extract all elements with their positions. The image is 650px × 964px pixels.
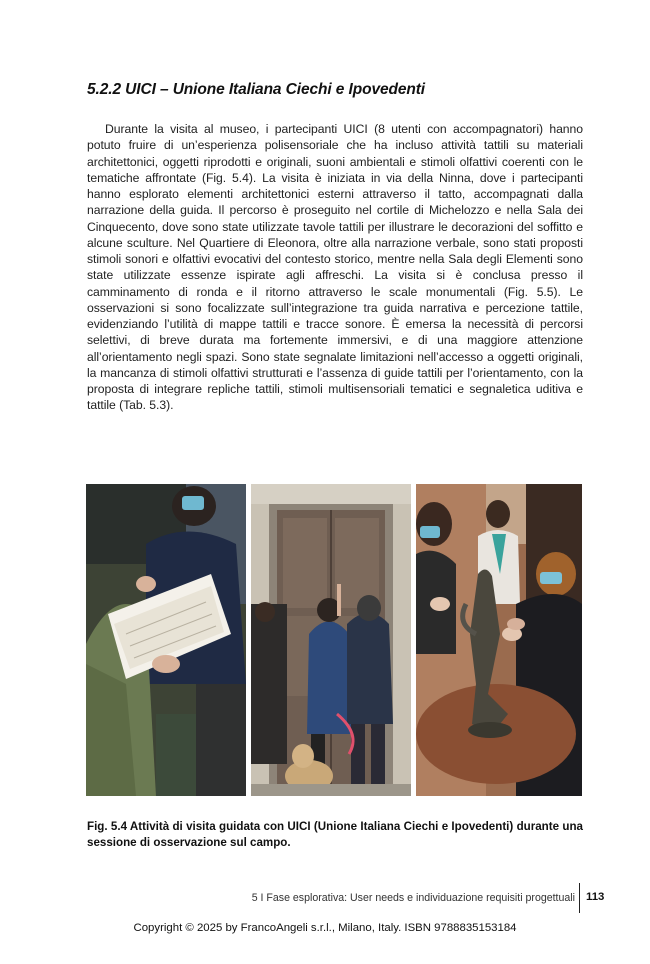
running-title: 5 I Fase esplorativa: User needs e individuazione requisiti progettuali (251, 892, 575, 904)
body-paragraph: Durante la visita al museo, i partecipanti UICI (8 utenti con accompagnatori) hanno potuto fruire di un’esperienza polisensoriale che ha incluso attività tattili su materiali architettonici, oggetti riprodotti e originali, suoni ambientali e stimoli olfattivi coerenti con le tematiche affrontate (Fig. 5.4). La visita è iniziata in via della Ninna, dove i partecipanti hanno esplorato elementi architettonici esterni attraverso il tatto, accompagnati dalla narrazione della guida. Il percorso è proseguito nel cortile di Michelozzo e nella Sala dei Cinquecento, dove sono state utilizzate tavole tattili per illustrare le decorazioni del soffitto e alcune sculture. Nel Quartiere di Eleonora, oltre alla narrazione verbale, sono stati proposti stimoli sonori e olfattivi evocativi del contesto storico, mentre nella Sala degli Elementi sono state utilizzate essenze ispirate agli affreschi. La visita si è conclusa presso il camminamento di ronda e il ritorno attraverso le scale monumentali (Fig. 5.5). Le osservazioni si sono focalizzate sull’integrazione tra guida narrativa e percezione tattile, evidenziando l’utilità di mappe tattili e tracce sonore. È emersa la necessità di percorsi selettivi, di breve durata ma fortemente immersivi, e di una maggiore attenzione all’orientamento negli spazi. Sono state segnalate limitazioni nell’accesso a oggetti originali, la mancanza di stimoli olfattivi strutturati e l’assenza di guide tattili per l’orientamento, con la proposta di integrare repliche tattili, stimoli multisensoriali tematici e segnaletica uditiva e tattile (Tab. 5.3). (87, 122, 583, 413)
figure-photos (86, 484, 582, 796)
footer-divider (579, 883, 580, 913)
section-heading: 5.2.2 UICI – Unione Italiana Ciechi e Ipovedenti (87, 81, 426, 98)
copyright-notice: Copyright © 2025 by FrancoAngeli s.r.l., Milano, Italy. ISBN 9788835153184 (133, 922, 517, 934)
running-footer (0, 883, 650, 913)
photo-tactile-reading (86, 484, 246, 796)
figure-caption: Fig. 5.4 Attività di visita guidata con UICI (Unione Italiana Ciechi e Ipovedenti) durante una sessione di osservazione sul campo. (87, 820, 583, 849)
photo-sculpture-touch (416, 484, 582, 796)
photo-door-exploration (251, 484, 411, 796)
page-number: 113 (586, 891, 605, 903)
